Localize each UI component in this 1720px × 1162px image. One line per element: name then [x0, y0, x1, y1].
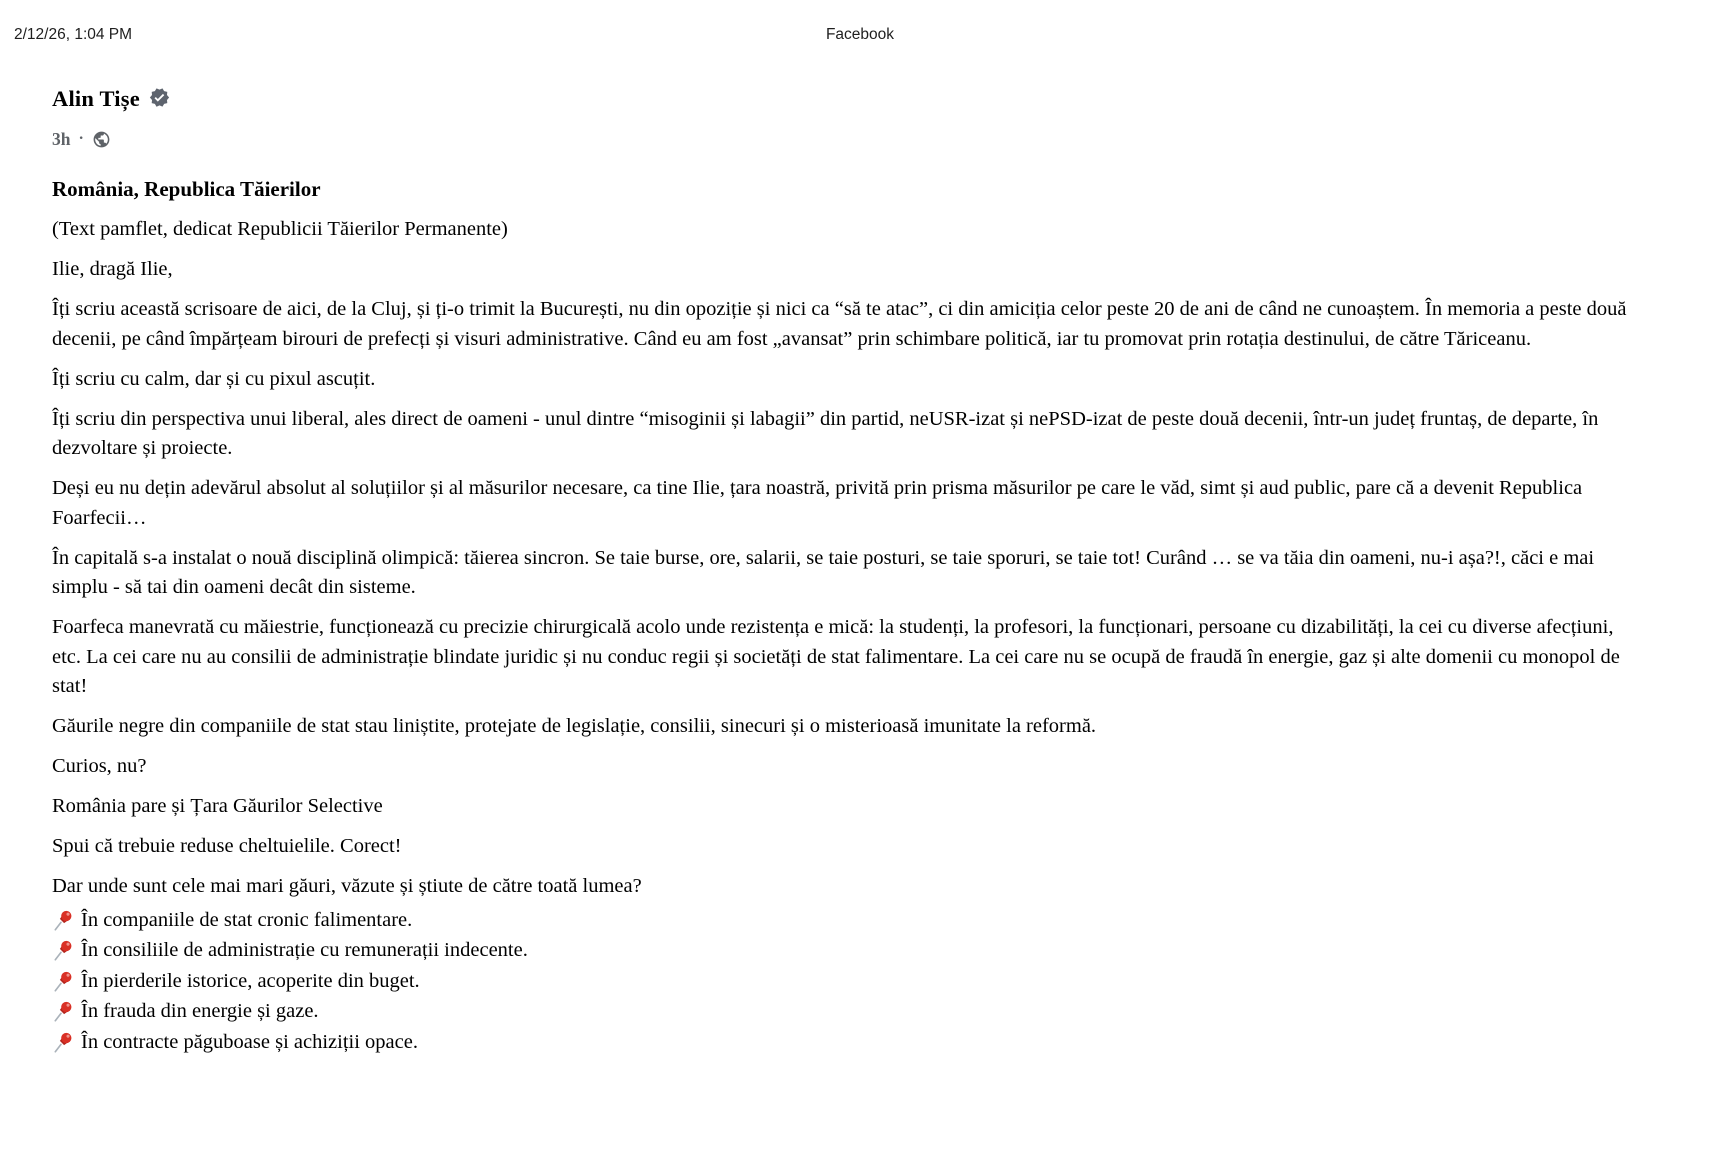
pushpin-icon — [52, 909, 74, 931]
print-header — [14, 26, 1706, 48]
post-paragraph: România pare și Țara Găurilor Selective — [52, 795, 383, 817]
pushpin-icon — [52, 939, 74, 961]
post-paragraph: Dar unde sunt cele mai mari găuri, văzute și știute de către toată lumea? — [52, 875, 642, 897]
pin-list-item — [52, 1027, 1637, 1058]
post-paragraph: În capitală s-a instalat o nouă disciplină olimpică: tăierea sincron. Se taie burse, ore, salarii, se taie posturi, se taie sporuri, se taie tot! Curând … se va tăia din oameni, nu-i așa?!, căci e mai simplu - să tai din oameni decât din sisteme. — [52, 546, 1595, 598]
post-paragraph: Spui că trebuie reduse cheltuielile. Corect! — [52, 835, 402, 857]
post-paragraph: Îți scriu din perspectiva unui liberal, ales direct de oameni - unul dintre “misoginii și labagii” din partid, neUSR-izat și nePSD-izat de peste două decenii, într-un județ fruntaș, de departe, în dezvoltare și proiecte. — [52, 407, 1599, 459]
verified-badge-icon — [149, 87, 170, 108]
pin-list-item — [52, 935, 1637, 966]
pin-item-text: În consiliile de administrație cu remunerații indecente. — [81, 939, 528, 961]
pin-list-item — [52, 966, 1637, 997]
print-timestamp: 2/12/26, 1:04 PM — [14, 26, 133, 43]
author-name-link[interactable]: Alin Tișe — [52, 86, 140, 111]
pin-item-text: În frauda din energie și gaze. — [81, 1000, 319, 1022]
pin-list-item — [52, 905, 1637, 936]
pushpin-icon — [52, 1031, 74, 1053]
post-paragraph: Curios, nu? — [52, 755, 147, 777]
globe-icon — [92, 130, 111, 149]
post-time-link[interactable]: 3h — [52, 128, 71, 149]
pushpin-icon — [52, 970, 74, 992]
post-body — [52, 215, 1637, 902]
pin-item-text: În pierderile istorice, acoperite din buget. — [81, 969, 420, 992]
print-page-title: Facebook — [825, 26, 895, 43]
post-paragraph: Îți scriu cu calm, dar și cu pixul ascuțit. — [52, 367, 376, 390]
post-title: România, Republica Tăierilor — [52, 177, 321, 201]
post-paragraph: (Text pamflet, dedicat Republicii Tăierilor Permanente) — [52, 218, 508, 240]
facebook-post — [52, 84, 1637, 1057]
pin-list-item — [52, 996, 1637, 1027]
pin-list — [52, 905, 1637, 1058]
post-paragraph: Deși eu nu dețin adevărul absolut al soluțiilor și al măsurilor necesare, ca tine Ilie, țara noastră, privită prin prisma măsurilor pe care le văd, simt și aud public, pare că a devenit Republica Foarfecii… — [52, 477, 1583, 529]
pin-item-text: În companiile de stat cronic falimentare. — [81, 908, 413, 931]
post-paragraph: Îți scriu această scrisoare de aici, de la Cluj, și ți-o trimit la București, nu din opoziție și nici ca “să te atac”, ci din amiciția celor peste 20 de ani de când ne cunoaștem. În memoria a peste două decenii, pe când împărțeam birouri de prefecți și visuri administrative. Când eu am fost „avansat” prin schimbare politică, iar tu promovat prin rotația destinului, de către Tăriceanu. — [52, 298, 1627, 350]
post-meta — [52, 127, 1637, 151]
author-row — [52, 84, 1637, 114]
post-paragraph: Ilie, dragă Ilie, — [52, 258, 173, 280]
post-paragraph: Găurile negre din companiile de stat stau liniștite, protejate de legislație, consilii, sinecuri și o misterioasă imunitate la reformă. — [52, 715, 1097, 737]
meta-separator: · — [78, 130, 84, 147]
post-paragraph: Foarfeca manevrată cu măiestrie, funcționează cu precizie chirurgicală acolo unde rezistența e mică: la studenți, la profesori, la funcționari, persoane cu dizabilități, la cei cu diverse afecțiuni, etc. La cei care nu au consilii de administrație blindate juridic și nu conduc regii și societăți de stat falimentare. La cei care nu se ocupă de fraudă în energie, gaz și alte domenii cu monopol de stat! — [52, 616, 1620, 697]
pin-item-text: În contracte păguboase și achiziții opace. — [81, 1030, 418, 1053]
pushpin-icon — [52, 1000, 74, 1022]
